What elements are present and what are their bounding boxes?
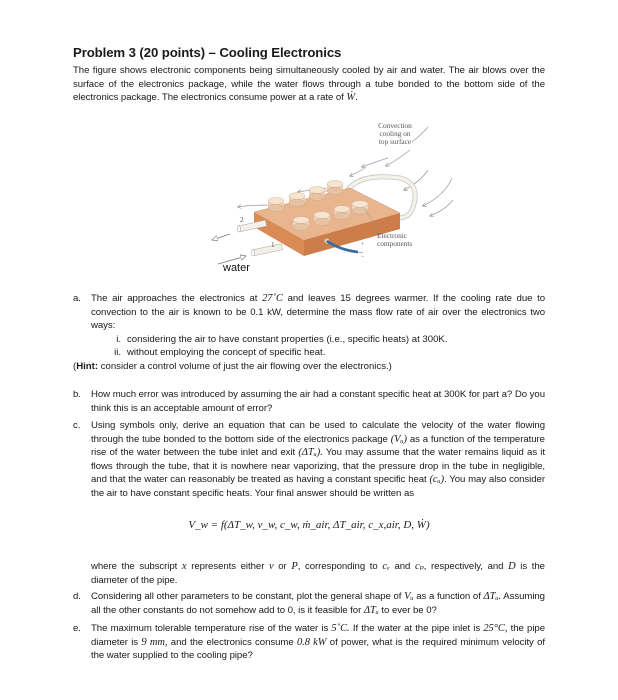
inlet-temperature: 27˚C — [262, 293, 283, 304]
part-c-line3: temperature rise of the water between the tube inlet and exit — [91, 433, 545, 459]
cooling-diagram-illustration — [190, 110, 470, 280]
delta-tw-symbol: ΔTᵤ. — [483, 591, 502, 602]
part-c-text — [73, 419, 545, 501]
power-symbol: Ẇ — [346, 92, 356, 104]
part-c-line7: written as — [373, 487, 414, 499]
intro-line-2: the surface of the electronics package, while the water flows through a tube bonded to the bottom side — [73, 65, 545, 90]
port-1-label: 1 — [271, 240, 275, 249]
sub-ii-text: without employing the concept of specific heat. — [127, 347, 326, 359]
delta-t-symbol: (ΔTᵤ). — [298, 447, 323, 459]
sub-i-label: i. — [116, 333, 121, 345]
part-c-label: c. — [73, 420, 81, 431]
part-e-line3: minimum velocity of the water supplied to the cooling pipe? — [91, 636, 546, 662]
part-b-line1: How much error was introduced by assuming the air had a constant specific heat at 300K for part a? — [91, 389, 513, 400]
part-d-line2: Assuming all the other constants do not somehow add to 0, is it feasible for — [91, 591, 545, 616]
components-label-line-2: components — [377, 239, 413, 248]
electronic-components-label — [377, 232, 412, 248]
part-e-line2-mid: and the electronics consume — [170, 636, 294, 648]
part-c-line5: in the tube in negligible, and that the water can reasonably be treated as having a constant specific — [91, 460, 545, 486]
sub-i-text: considering the air to have constant properties (i.e., specific heats) at 300K. — [127, 333, 448, 345]
part-d — [73, 590, 545, 617]
velocity-symbol: (Vᵤ) — [390, 433, 408, 445]
part-c-continued — [73, 560, 545, 587]
power-value: 0.8 kW — [296, 636, 327, 648]
part-c-line2: through the tube bonded to the bottom side of the electronics package — [91, 433, 388, 445]
x-symbol: x — [181, 561, 187, 572]
part-b-label: b. — [73, 389, 81, 400]
intro-line-3: of the electronics package. The electronics consume power at a rate of — [73, 78, 545, 104]
part-a-text — [73, 292, 545, 333]
part-a-label: a. — [73, 293, 81, 304]
hint-text: consider a control volume of just the air flowing over the electronics.) — [100, 360, 392, 372]
max-temp-rise: 5˚C. — [331, 623, 350, 634]
part-c-line1: Using symbols only, derive an equation that can be used to calculate the velocity of the water flowing — [91, 420, 545, 431]
part-c-line4: remains liquid as it flows through the tube, that it is nowhere near vaporizing, that the pressure drop — [91, 447, 545, 472]
part-d-text — [73, 590, 545, 617]
plus-sign: + — [361, 242, 365, 248]
part-e — [73, 622, 545, 663]
part-c-line2-end: as a function of the — [409, 433, 491, 445]
part-e-label: e. — [73, 623, 81, 634]
part-a-hint — [73, 360, 545, 374]
inlet-water-temp: 25°C, — [483, 623, 508, 634]
hint-label: Hint: — [76, 360, 99, 372]
subscript-note-and: and — [394, 561, 411, 572]
minus-sign: − — [361, 254, 365, 260]
part-e-line1: The maximum tolerable temperature rise of the water is — [91, 623, 329, 634]
subscript-note-mid2: , corresponding to — [297, 561, 378, 572]
part-d-line2-end: to ever be 0? — [381, 604, 437, 616]
vw-symbol: Vᵤ — [404, 591, 414, 602]
part-c-line6-end: . You may also consider the air to have constant specific heats. Your final answer should be — [91, 474, 545, 499]
part-c-after-text — [73, 560, 545, 587]
convection-label-line-1: Convection — [378, 121, 412, 130]
specific-heat-symbol: (cᵤ) — [429, 474, 445, 486]
intro-line-1: The figure shows electronic components being simultaneously cooled by air and water. The air blows over — [73, 65, 529, 76]
delta-tw-symbol-2: ΔTᵤ — [363, 604, 379, 616]
part-d-label: d. — [73, 591, 81, 602]
p-symbol: P — [291, 561, 298, 572]
part-b-line2: Do you think this is an acceptable amount of error? — [91, 389, 545, 414]
part-a-sub-ii — [73, 346, 545, 360]
sub-ii-label: ii. — [114, 347, 121, 359]
components-label-line-1: Electronic — [377, 231, 407, 240]
part-e-line1-mid: If the water at the pipe inlet is — [352, 623, 481, 634]
part-d-line1: Considering all other parameters to be constant, plot the general shape of — [91, 591, 402, 602]
velocity-equation: V_w = f(ΔT_w, v_w, c_w, ṁ_air, ΔT_air, c_x,air, D, Ẇ) — [188, 519, 430, 531]
part-c-line3-end: You may assume that the water — [325, 447, 462, 459]
subscript-note-end: is the — [520, 561, 545, 572]
part-a — [73, 292, 545, 374]
subscript-note: where the subscript — [91, 561, 178, 572]
intro-paragraph — [73, 64, 545, 105]
problem-header — [73, 44, 545, 105]
convection-label-line-2: cooling on — [379, 129, 411, 138]
port-2-label: 2 — [240, 215, 244, 224]
part-a-line1-end: and leaves 15 degrees warmer. If the cooling rate due to — [287, 293, 545, 304]
v-symbol: v — [269, 561, 274, 572]
water-out-arrow-icon — [212, 234, 230, 240]
hint-paren: ( — [73, 360, 77, 372]
water-label: water — [223, 262, 250, 274]
part-e-text — [73, 622, 545, 663]
part-b — [73, 388, 545, 415]
part-e-line2: the pipe diameter is — [91, 623, 545, 648]
cv-symbol: cᵥ — [382, 561, 390, 572]
subscript-note-or: or — [278, 561, 287, 572]
d-symbol: D — [508, 561, 516, 572]
part-c-line6: heat — [408, 474, 427, 486]
subscript-note-mid1: represents either — [191, 561, 265, 572]
part-e-line2-end: of power, what is the required — [329, 636, 458, 648]
part-a-sub-i — [73, 333, 545, 347]
pipe-diameter-note: diameter of the pipe. — [91, 574, 178, 586]
part-c — [73, 419, 545, 501]
part-d-line1-mid: as a function of — [416, 591, 481, 602]
subscript-note-mid3: , respectively, and — [423, 561, 504, 572]
cp-symbol: cₚ — [414, 561, 424, 572]
convection-label-line-3: top surface — [378, 137, 412, 146]
part-a-line3: two ways: — [91, 306, 545, 332]
convection-label — [365, 122, 425, 146]
part-a-line2: convection to the air is known to be 0.1 kW, determine the mass flow rate of air over the electronics — [91, 306, 527, 318]
pipe-diameter-value: 9 mm, — [141, 636, 168, 648]
part-b-text — [73, 388, 545, 415]
problem-title: Problem 3 (20 points) – Cooling Electronics — [73, 45, 342, 60]
electronics-cooling-figure — [190, 110, 470, 280]
part-a-line1: The air approaches the electronics at — [91, 293, 258, 304]
intro-end: . — [355, 92, 358, 104]
